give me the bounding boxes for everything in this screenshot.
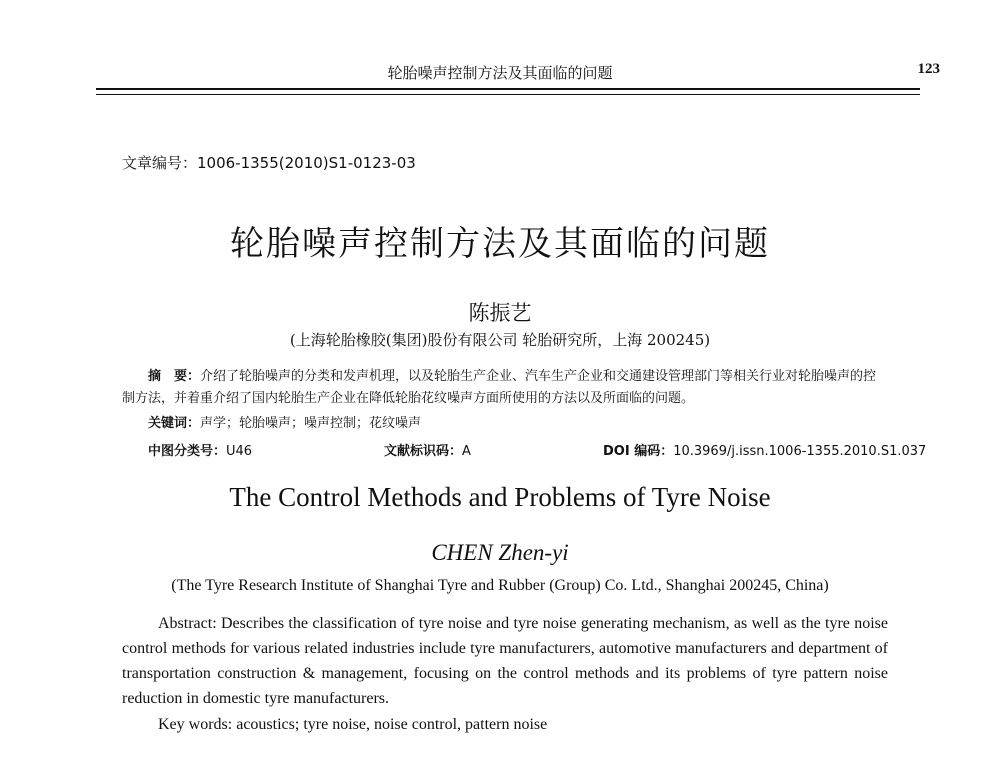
zh-keywords-label: 关键词：: [148, 416, 201, 431]
doi: [603, 440, 926, 459]
zh-title: 轮胎噪声控制方法及其面临的问题: [230, 224, 770, 264]
doc-code-value: A: [462, 444, 471, 459]
zh-abstract: [122, 366, 888, 410]
clc-number: [148, 440, 252, 459]
en-abstract-text: Describes the classification of tyre noise and tyre noise generating mechanism, as well as the tyre noise control methods for various related industries include tyre manufacturers, automotive manufacturers and department of transportation construction & management, focusing on the control methods and its problems of tyre pattern noise reduction in domestic tyre manufacturers.: [122, 615, 889, 707]
en-title: The Control Methods and Problems of Tyre Noise: [229, 482, 771, 512]
en-affiliation: (The Tyre Research Institute of Shanghai Tyre and Rubber (Group) Co. Ltd., Shanghai 200245, China): [171, 577, 829, 594]
en-abstract: [122, 611, 888, 711]
running-title: 轮胎噪声控制方法及其面临的问题: [387, 64, 613, 82]
header-rule-thin: [96, 94, 920, 95]
zh-abstract-label: 摘 要：: [148, 369, 201, 384]
header-rule-thick: [96, 88, 920, 90]
doi-label: DOI 编码：: [603, 444, 674, 459]
page-number: 123: [917, 61, 940, 77]
zh-author: 陈振艺: [468, 301, 532, 325]
clc-value: U46: [226, 444, 253, 459]
zh-affiliation: (上海轮胎橡胶(集团)股份有限公司 轮胎研究所，上海 200245): [289, 331, 711, 349]
doi-value: 10.3969/j.issn.1006-1355.2010.S1.037: [673, 444, 927, 459]
zh-keywords-text: 声学；轮胎噪声；噪声控制；花纹噪声: [200, 416, 422, 431]
zh-keywords: [148, 412, 421, 431]
en-author: CHEN Zhen-yi: [431, 540, 569, 565]
en-keywords: [158, 716, 547, 734]
en-keywords-text: acoustics; tyre noise, noise control, pattern noise: [236, 716, 548, 733]
document-code: [384, 440, 471, 459]
article-number: 文章编号：1006-1355(2010)S1-0123-03: [122, 154, 416, 172]
doc-code-label: 文献标识码：: [384, 444, 463, 459]
en-keywords-label: Key words:: [158, 716, 233, 733]
en-abstract-label: Abstract:: [158, 615, 217, 632]
clc-label: 中图分类号：: [148, 444, 227, 459]
zh-abstract-text: 介绍了轮胎噪声的分类和发声机理，以及轮胎生产企业、汽车生产企业和交通建设管理部门等相关行业对轮胎噪声的控制方法，并着重介绍了国内轮胎生产企业在降低轮胎花纹噪声方面所使用的方法以及所面临的问题。: [122, 369, 877, 406]
